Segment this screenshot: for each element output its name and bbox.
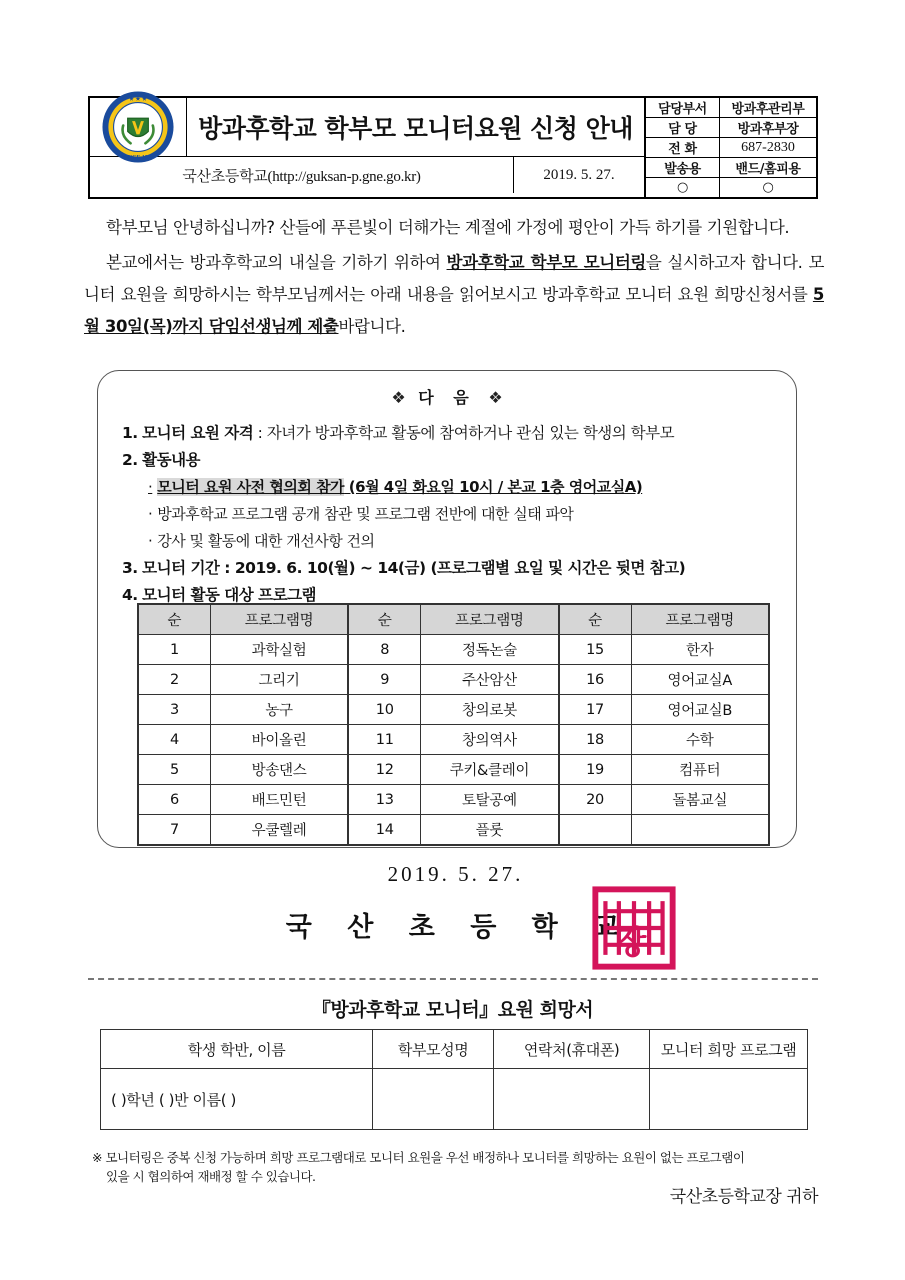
usage-mark-band: ○ xyxy=(762,180,774,195)
cell-num: 7 xyxy=(138,815,210,846)
header-school-row xyxy=(90,154,644,193)
sub-item-3-text: 강사 및 활동에 대한 개선사항 건의 xyxy=(157,532,375,550)
program-header-num-2: 순 xyxy=(348,604,420,635)
table-row xyxy=(138,635,769,665)
form-header-contact: 연락처(휴대폰) xyxy=(494,1030,650,1069)
seal-character: 장 xyxy=(615,923,647,962)
cell-name: 방송댄스 xyxy=(210,755,348,785)
cell-name: 창의로봇 xyxy=(421,695,559,725)
document-title: 방과후학교 학부모 모니터요원 신청 안내 xyxy=(198,114,633,143)
meta-row-department xyxy=(646,98,816,118)
footnote xyxy=(92,1148,818,1186)
meta-row-usage-labels xyxy=(646,158,816,178)
table-row xyxy=(138,785,769,815)
sub-item-1-rest: (6월 4일 화요일 10시 / 본교 1층 영어교실A) xyxy=(344,478,643,496)
cell-name: 영어교실A xyxy=(631,665,769,695)
cell-num: 12 xyxy=(348,755,420,785)
sub-item-3 xyxy=(122,528,774,555)
meta-value-manager: 방과후부장 xyxy=(737,122,799,137)
cell-name: 플룻 xyxy=(421,815,559,846)
program-header-name-1: 프로그램명 xyxy=(210,604,348,635)
svg-text:★ ★ ★: ★ ★ ★ xyxy=(128,96,148,103)
cell-empty xyxy=(631,815,769,846)
box-item-list xyxy=(98,420,796,609)
usage-mark-send: ○ xyxy=(646,178,720,197)
list-item-2-number: 2. xyxy=(122,451,138,469)
cell-num: 6 xyxy=(138,785,210,815)
table-row xyxy=(138,695,769,725)
purpose-text-e: 바랍니다. xyxy=(338,317,406,336)
cell-num: 5 xyxy=(138,755,210,785)
meta-value-phone: 687-2830 xyxy=(741,139,795,155)
cell-num: 1 xyxy=(138,635,210,665)
paragraph-greeting-text: 학부모님 안녕하십니까? 산들에 푸른빛이 더해가는 계절에 가정에 평안이 가득 하기를 기원합니다. xyxy=(106,218,790,237)
cell-num: 13 xyxy=(348,785,420,815)
form-field-contact[interactable] xyxy=(494,1069,650,1130)
cell-num: 11 xyxy=(348,725,420,755)
cell-num: 17 xyxy=(559,695,631,725)
signature-school-name: 국 산 초 등 학 교 xyxy=(285,912,633,943)
cell-name: 영어교실B xyxy=(631,695,769,725)
purpose-text-c: 을 실시하고자 합니다. 모니터 요원을 희망하시는 학부모님께서는 아래 내용을 읽어보시고 방과후학교 모니터 요원 희망신청서를 xyxy=(84,253,824,304)
list-item-3-number: 3. xyxy=(122,559,138,577)
cell-name: 배드민턴 xyxy=(210,785,348,815)
list-item-1-number: 1. xyxy=(122,424,138,442)
list-item-4-bold: 모니터 활동 대상 프로그램 xyxy=(142,586,317,604)
closing-addressee: 국산초등학교장 귀하 xyxy=(669,1187,818,1207)
sub-item-1-highlight: 모니터 요원 사전 협의회 참가 xyxy=(157,478,345,496)
official-seal-icon xyxy=(592,886,676,970)
ornament-right-icon: ❖ xyxy=(488,388,503,407)
details-box xyxy=(97,370,797,848)
table-row xyxy=(138,725,769,755)
cell-num: 16 xyxy=(559,665,631,695)
meta-row-usage-marks xyxy=(646,178,816,197)
form-title: 『방과후학교 모니터』요원 희망서 xyxy=(311,999,594,1021)
form-field-parent[interactable] xyxy=(373,1069,494,1130)
tear-off-divider xyxy=(88,978,818,980)
cell-num: 15 xyxy=(559,635,631,665)
cell-name: 우쿨렐레 xyxy=(210,815,348,846)
cell-name: 주산암산 xyxy=(421,665,559,695)
cell-name: 수학 xyxy=(631,725,769,755)
form-table-head xyxy=(101,1030,808,1069)
purpose-emphasis-deadline: 5월 30일(목)까지 담임선생님께 제출 xyxy=(84,285,824,336)
list-item-3-bold: 모니터 기간 : 2019. 6. 10(월) ~ 14(금) (프로그램별 요일 및 시간은 뒷면 참고) xyxy=(142,559,686,577)
cell-name: 과학실험 xyxy=(210,635,348,665)
cell-name: 컴퓨터 xyxy=(631,755,769,785)
program-header-num-1: 순 xyxy=(138,604,210,635)
list-item-1-bold: 모니터 요원 자격 xyxy=(142,424,254,442)
paragraph-greeting xyxy=(84,212,824,244)
header-date: 2019. 5. 27. xyxy=(543,166,615,183)
program-header-name-3: 프로그램명 xyxy=(631,604,769,635)
form-field-student[interactable]: ( )학년 ( )반 이름( ) xyxy=(101,1069,373,1130)
list-item-3 xyxy=(122,555,774,582)
program-header-num-3: 순 xyxy=(559,604,631,635)
header-left-block xyxy=(90,98,646,197)
program-table-header-row xyxy=(138,604,769,635)
list-item-2-bold: 활동내용 xyxy=(142,451,201,469)
cell-num: 10 xyxy=(348,695,420,725)
cell-name: 창의역사 xyxy=(421,725,559,755)
cell-num: 19 xyxy=(559,755,631,785)
application-form-table xyxy=(100,1029,808,1130)
footnote-line-1: 모니터링은 중복 신청 가능하며 희망 프로그램대로 모니터 요원을 우선 배정하나 모니터를 희망하는 요원이 없는 프로그램이 xyxy=(101,1150,745,1165)
program-table-head xyxy=(138,604,769,635)
list-item-4-number: 4. xyxy=(122,586,138,604)
document-header xyxy=(88,96,818,199)
cell-num: 20 xyxy=(559,785,631,815)
sub-item-2-bullet-icon: · xyxy=(148,505,153,523)
paragraph-purpose xyxy=(84,247,824,343)
header-title-row xyxy=(90,96,644,161)
cell-name: 농구 xyxy=(210,695,348,725)
school-crest-icon xyxy=(101,90,175,164)
list-item-1-rest: : 자녀가 방과후학교 활동에 참여하거나 관심 있는 학생의 학부모 xyxy=(253,424,675,442)
footnote-mark-icon: ※ xyxy=(92,1150,102,1165)
form-entry-row xyxy=(101,1069,808,1130)
cell-num: 9 xyxy=(348,665,420,695)
cell-name: 토탈공예 xyxy=(421,785,559,815)
sub-item-3-bullet-icon: · xyxy=(148,532,153,550)
footnote-line-2: 있을 시 협의하여 재배정 할 수 있습니다. xyxy=(106,1169,316,1184)
table-row xyxy=(138,815,769,846)
sub-item-2 xyxy=(122,501,774,528)
cell-name: 돌봄교실 xyxy=(631,785,769,815)
box-heading xyxy=(98,385,796,408)
form-header-row xyxy=(101,1030,808,1069)
program-header-name-2: 프로그램명 xyxy=(421,604,559,635)
cell-empty xyxy=(559,815,631,846)
sub-item-1-bullet-icon: · xyxy=(148,478,153,496)
form-table-body xyxy=(101,1069,808,1130)
cell-name: 쿠키&클레이 xyxy=(421,755,559,785)
cell-num: 18 xyxy=(559,725,631,755)
table-row xyxy=(138,755,769,785)
list-item-2 xyxy=(122,447,774,474)
meta-label-phone: 전 화 xyxy=(646,138,720,157)
cell-name: 정독논술 xyxy=(421,635,559,665)
cell-num: 2 xyxy=(138,665,210,695)
svg-text:SINCE 1977: SINCE 1977 xyxy=(122,154,154,161)
purpose-emphasis-monitoring: 방과후학교 학부모 모니터링 xyxy=(446,253,646,272)
signature-date: 2019. 5. 27. xyxy=(387,862,524,886)
school-name-url: 국산초등학교(http://guksan-p.gne.go.kr) xyxy=(90,157,514,193)
form-field-program[interactable] xyxy=(650,1069,808,1130)
program-table-body xyxy=(138,635,769,846)
cell-name: 그리기 xyxy=(210,665,348,695)
cell-num: 14 xyxy=(348,815,420,846)
form-header-parent: 학부모성명 xyxy=(373,1030,494,1069)
cell-num: 4 xyxy=(138,725,210,755)
box-heading-label: 다 음 xyxy=(418,388,476,407)
meta-label-department: 담당부서 xyxy=(646,98,720,117)
cell-num: 3 xyxy=(138,695,210,725)
header-meta-block xyxy=(646,98,816,197)
cell-name: 한자 xyxy=(631,635,769,665)
cell-num: 8 xyxy=(348,635,420,665)
table-row xyxy=(138,665,769,695)
meta-row-manager xyxy=(646,118,816,138)
sub-item-2-text: 방과후학교 프로그램 공개 참관 및 프로그램 전반에 대한 실태 파악 xyxy=(157,505,574,523)
meta-value-department: 방과후관리부 xyxy=(731,102,805,117)
program-table xyxy=(137,603,770,846)
body-paragraphs xyxy=(84,212,824,343)
meta-row-phone xyxy=(646,138,816,158)
usage-label-send: 발송용 xyxy=(646,158,720,177)
purpose-text-a: 본교에서는 방과후학교의 내실을 기하기 위하여 xyxy=(106,253,447,272)
form-header-program: 모니터 희망 프로그램 xyxy=(650,1030,808,1069)
meta-label-manager: 담 당 xyxy=(646,118,720,137)
list-item-1 xyxy=(122,420,774,447)
cell-name: 바이올린 xyxy=(210,725,348,755)
form-header-student: 학생 학반, 이름 xyxy=(101,1030,373,1069)
usage-label-band: 밴드/홈피용 xyxy=(735,162,801,177)
sub-item-1 xyxy=(122,474,774,501)
school-logo-cell xyxy=(90,96,187,161)
ornament-left-icon: ❖ xyxy=(391,388,406,407)
